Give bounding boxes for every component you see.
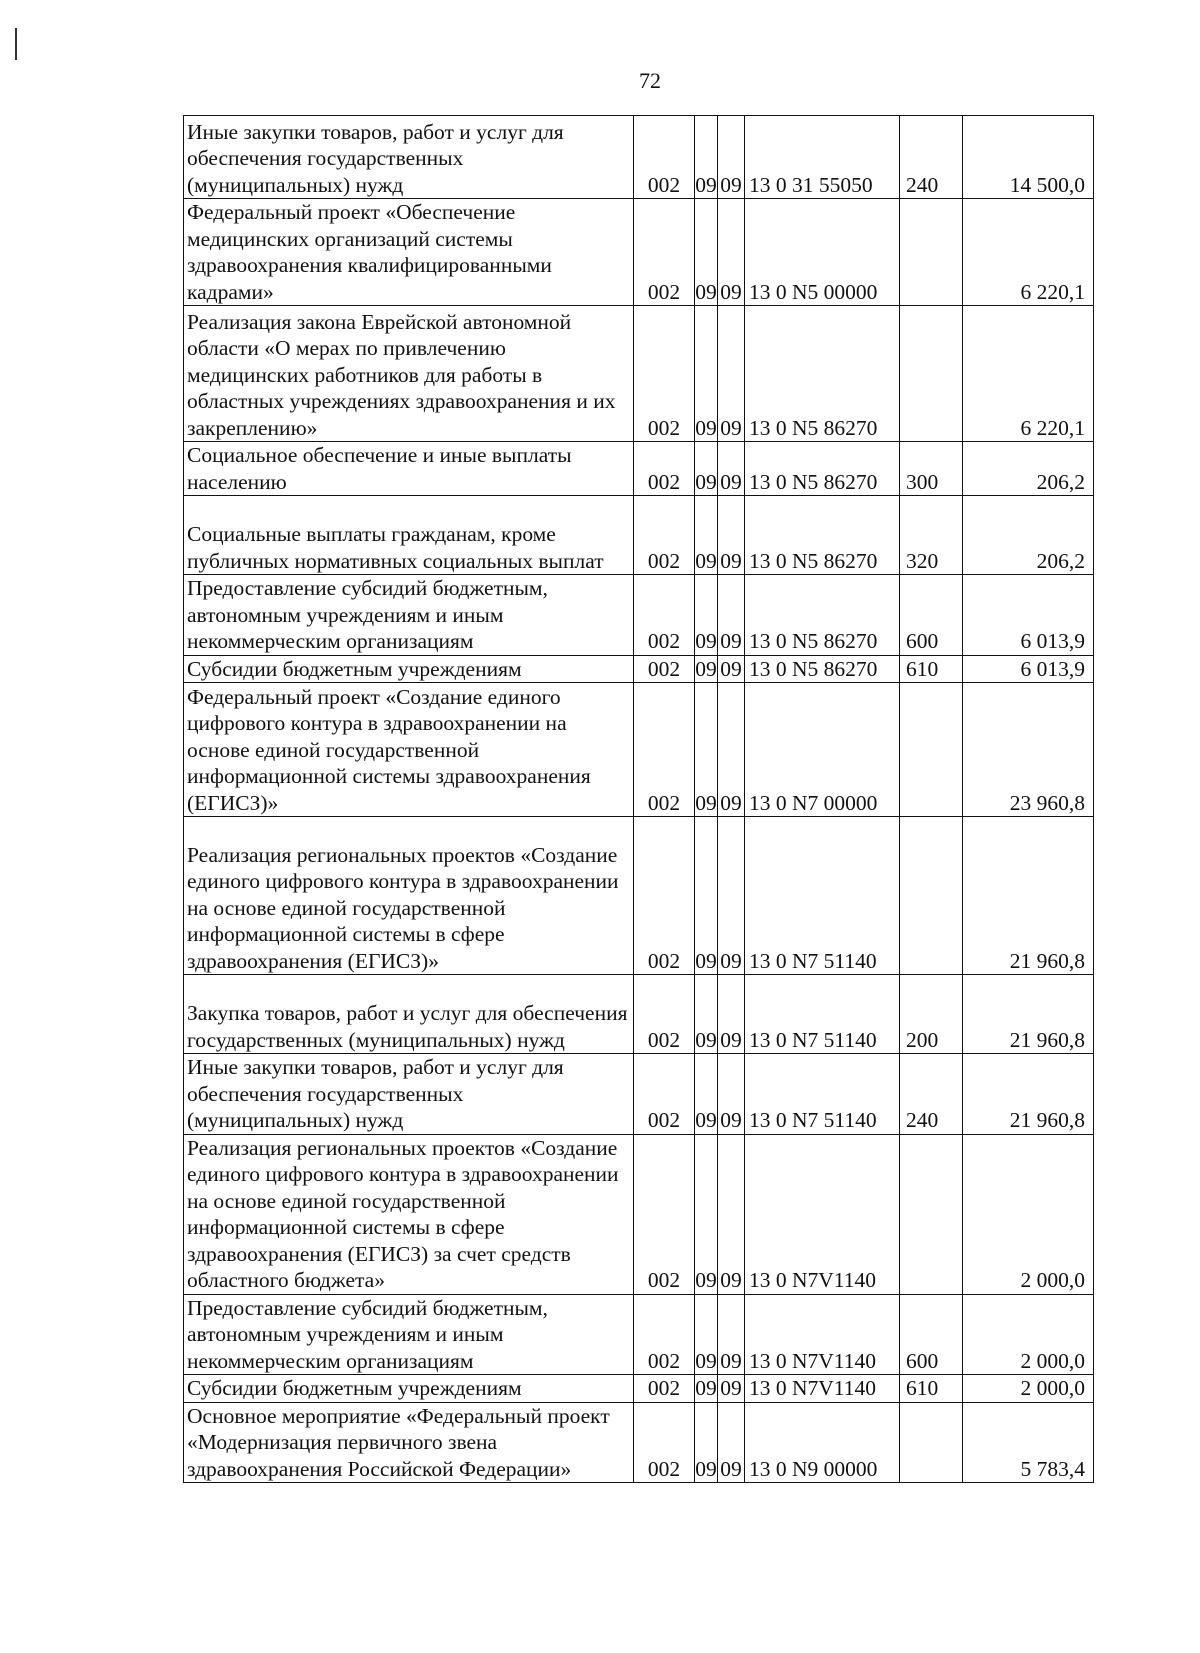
- row-target-article: 13 0 N7 00000: [745, 683, 900, 817]
- row-subsection: 09: [718, 1375, 745, 1403]
- row-name: Субсидии бюджетным учреждениям: [184, 655, 634, 683]
- table-row: [184, 1054, 1094, 1135]
- table-row: [184, 683, 1094, 817]
- table-row: [184, 1375, 1094, 1403]
- row-admin-code: 002: [634, 575, 695, 656]
- row-name: Иные закупки товаров, работ и услуг для обеспечения государственных (муниципальных) нужд: [184, 1054, 634, 1135]
- row-expense-type: 600: [900, 1294, 963, 1375]
- row-target-article: 13 0 N7 51140: [745, 817, 900, 975]
- row-amount: 6 220,1: [963, 199, 1094, 306]
- row-expense-type: [900, 683, 963, 817]
- row-section: 09: [695, 1376, 717, 1400]
- row-admin-code: 002: [634, 1402, 695, 1483]
- row-name: Федеральный проект «Обеспечение медицинских организаций системы здравоохранения квалифицированными кадрами»: [184, 199, 634, 306]
- row-subsection: 09: [718, 655, 745, 683]
- table-row: [184, 496, 1094, 575]
- row-expense-type: 320: [900, 496, 963, 575]
- row-subsection: 09: [718, 1402, 745, 1483]
- row-target-article: 13 0 N5 86270: [745, 442, 900, 496]
- budget-table-body: [184, 116, 1094, 1483]
- row-target-article: 13 0 31 55050: [745, 116, 900, 199]
- row-name: Субсидии бюджетным учреждениям: [184, 1375, 634, 1403]
- row-section: 09: [695, 442, 718, 496]
- row-expense-type: [900, 306, 963, 442]
- row-target-article: 13 0 N7V1140: [745, 1375, 900, 1403]
- table-row: [184, 575, 1094, 656]
- row-admin-code: 002: [634, 442, 695, 496]
- row-subsection: 09: [718, 1294, 745, 1375]
- row-admin-code: 002: [634, 116, 695, 199]
- row-name: Закупка товаров, работ и услуг для обеспечения государственных (муниципальных) нужд: [184, 975, 634, 1054]
- row-section: 09: [695, 1134, 718, 1294]
- row-name: Социальное обеспечение и иные выплаты населению: [184, 442, 634, 496]
- row-admin-code: 002: [634, 1054, 695, 1135]
- table-row: [184, 306, 1094, 442]
- row-amount: 2 000,0: [963, 1294, 1094, 1375]
- row-name: Реализация региональных проектов «Создание единого цифрового контура в здравоохранении на основе единой государственной информационной системы в сфере здравоохранения (ЕГИСЗ)»: [184, 817, 634, 975]
- row-target-article: 13 0 N7 51140: [745, 975, 900, 1054]
- table-row: [184, 817, 1094, 975]
- row-target-article: 13 0 N5 86270: [745, 306, 900, 442]
- row-amount: 21 960,8: [963, 975, 1094, 1054]
- row-section: 09: [695, 683, 718, 817]
- row-expense-type: 610: [900, 655, 963, 683]
- row-section: 09: [695, 817, 718, 975]
- table-row: [184, 1294, 1094, 1375]
- row-section: 09: [695, 975, 718, 1054]
- row-section: 09: [695, 1054, 718, 1135]
- budget-table: [183, 115, 1094, 1483]
- row-expense-type: [900, 1402, 963, 1483]
- row-section: 09: [695, 199, 718, 306]
- row-name: Предоставление субсидий бюджетным, автономным учреждениям и иным некоммерческим организациям: [184, 1294, 634, 1375]
- row-amount: 5 783,4: [963, 1402, 1094, 1483]
- row-name: Иные закупки товаров, работ и услуг для обеспечения государственных (муниципальных) нужд: [184, 116, 634, 199]
- row-admin-code: 002: [634, 655, 695, 683]
- row-expense-type: 610: [900, 1375, 963, 1403]
- row-amount: 6 220,1: [963, 306, 1094, 442]
- row-target-article: 13 0 N5 86270: [745, 655, 900, 683]
- table-row: [184, 655, 1094, 683]
- row-admin-code: 002: [634, 496, 695, 575]
- row-subsection: 09: [718, 442, 745, 496]
- row-subsection: 09: [718, 817, 745, 975]
- row-expense-type: 240: [900, 116, 963, 199]
- row-name: Основное мероприятие «Федеральный проект «Модернизация первичного звена здравоохранения Российской Федерации»: [184, 1402, 634, 1483]
- row-amount: 23 960,8: [963, 683, 1094, 817]
- row-admin-code: 002: [634, 683, 695, 817]
- row-admin-code: 002: [634, 199, 695, 306]
- table-row: [184, 1402, 1094, 1483]
- row-name: Реализация закона Еврейской автономной области «О мерах по привлечению медицинских работников для работы в областных учреждениях здравоохранения и их закреплению»: [184, 306, 634, 442]
- row-amount: 2 000,0: [963, 1134, 1094, 1294]
- row-target-article: 13 0 N9 00000: [745, 1402, 900, 1483]
- row-section: 09: [695, 575, 718, 656]
- scan-margin-mark: [15, 28, 17, 60]
- row-expense-type: [900, 1134, 963, 1294]
- row-expense-type: 240: [900, 1054, 963, 1135]
- row-expense-type: 600: [900, 575, 963, 656]
- row-amount: 21 960,8: [963, 817, 1094, 975]
- row-subsection: 09: [718, 1054, 745, 1135]
- row-amount: 21 960,8: [963, 1054, 1094, 1135]
- row-target-article: 13 0 N7 51140: [745, 1054, 900, 1135]
- row-target-article: 13 0 N5 86270: [745, 575, 900, 656]
- row-expense-type: 300: [900, 442, 963, 496]
- row-target-article: 13 0 N5 86270: [745, 496, 900, 575]
- page-number: 72: [639, 68, 661, 93]
- row-subsection: 09: [718, 975, 745, 1054]
- row-target-article: 13 0 N7V1140: [745, 1294, 900, 1375]
- row-expense-type: [900, 817, 963, 975]
- row-admin-code: 002: [634, 817, 695, 975]
- table-row: [184, 975, 1094, 1054]
- row-subsection: 09: [718, 306, 745, 442]
- row-name: Реализация региональных проектов «Создание единого цифрового контура в здравоохранении на основе единой государственной информационной системы в сфере здравоохранения (ЕГИСЗ) за счет средств областного бюджета»: [184, 1134, 634, 1294]
- row-expense-type: [900, 199, 963, 306]
- row-admin-code: 002: [634, 1375, 695, 1403]
- row-admin-code: 002: [634, 306, 695, 442]
- row-admin-code: 002: [634, 1294, 695, 1375]
- row-amount: 14 500,0: [963, 116, 1094, 199]
- row-amount: 2 000,0: [963, 1375, 1094, 1403]
- table-row: [184, 199, 1094, 306]
- row-subsection: 09: [718, 575, 745, 656]
- table-row: [184, 1134, 1094, 1294]
- row-expense-type: 200: [900, 975, 963, 1054]
- row-admin-code: 002: [634, 1134, 695, 1294]
- row-subsection: 09: [718, 1134, 745, 1294]
- row-subsection: 09: [718, 199, 745, 306]
- row-subsection: 09: [718, 116, 745, 199]
- row-section: 09: [695, 116, 718, 199]
- row-name: Федеральный проект «Создание единого цифрового контура в здравоохранении на основе единой государственной информационной системы здравоохранения (ЕГИСЗ)»: [184, 683, 634, 817]
- row-target-article: 13 0 N5 00000: [745, 199, 900, 306]
- row-amount: 206,2: [963, 442, 1094, 496]
- row-section: 09: [695, 656, 717, 681]
- row-amount: 6 013,9: [963, 575, 1094, 656]
- row-section: 09: [695, 496, 718, 575]
- row-section: 09: [695, 1402, 718, 1483]
- row-amount: 206,2: [963, 496, 1094, 575]
- row-subsection: 09: [718, 496, 745, 575]
- row-name: Социальные выплаты гражданам, кроме публичных нормативных социальных выплат: [184, 496, 634, 575]
- table-row: [184, 116, 1094, 199]
- table-row: [184, 442, 1094, 496]
- row-subsection: 09: [718, 683, 745, 817]
- row-admin-code: 002: [634, 975, 695, 1054]
- row-target-article: 13 0 N7V1140: [745, 1134, 900, 1294]
- row-section: 09: [695, 306, 718, 442]
- row-name: Предоставление субсидий бюджетным, автономным учреждениям и иным некоммерческим организациям: [184, 575, 634, 656]
- row-amount: 6 013,9: [963, 655, 1094, 683]
- row-section: 09: [695, 1294, 718, 1375]
